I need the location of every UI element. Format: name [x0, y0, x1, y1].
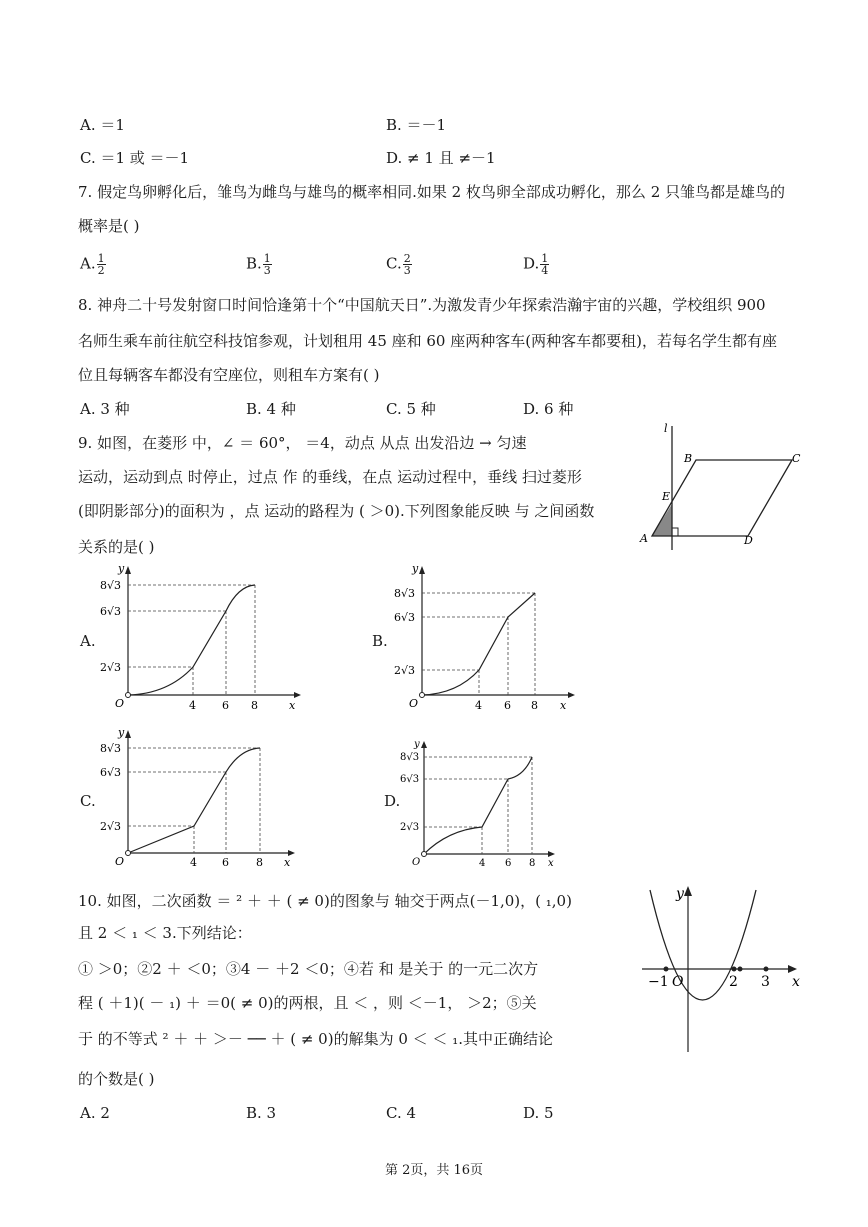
q7-option-c-fraction [403, 253, 412, 276]
tick-2sqrt3: 2√3 [100, 820, 122, 833]
q7-stem-line2: 概率是( ) [78, 217, 140, 235]
q9-stem-line4: 关系的是( ) [78, 538, 155, 556]
tick-2sqrt3: 2√3 [400, 822, 420, 833]
guide-lines [128, 585, 255, 695]
fraction-denominator: 4 [541, 264, 549, 277]
q9-graph-option-d-label: D. [384, 792, 401, 810]
point-neg1 [664, 967, 669, 972]
q10-option-d: D. 5 [523, 1104, 554, 1122]
label-a: A [640, 532, 648, 545]
y-axis-arrow-icon [421, 741, 427, 748]
q7-option-b-fraction [263, 253, 272, 276]
fraction-denominator: 3 [403, 264, 411, 277]
x-axis-arrow-icon [568, 692, 575, 698]
q9-graph-option-a-label: A. [80, 632, 96, 650]
tick-8sqrt3: 8√3 [100, 742, 122, 755]
q6-option-d: D. ≠ 1 且 ≠－1 [386, 149, 496, 167]
rhombus-abcd [652, 460, 792, 536]
fraction-numerator: 1 [263, 252, 271, 265]
tick-4: 4 [475, 699, 482, 710]
q6-option-c: C. ＝1 或 ＝－1 [80, 149, 190, 167]
q6-option-b: B. ＝－1 [386, 116, 447, 134]
y-axis-arrow-icon [419, 566, 425, 574]
origin-label: O [115, 855, 125, 868]
q7-stem-line1: 7. 假定鸟卵孵化后，雏鸟为雌鸟与雄鸟的概率相同.如果 2 枚鸟卵全部成功孵化，那么 2 只雏鸟都是雄鸟的 [78, 183, 786, 201]
x-label: x [548, 858, 554, 868]
tick-6: 6 [504, 699, 511, 710]
tick-8: 8 [251, 699, 258, 710]
q10-option-c: C. 4 [386, 1104, 417, 1122]
label-d: D [744, 534, 753, 547]
label-e: E [662, 490, 671, 503]
graph-a [98, 562, 308, 710]
tick-4: 4 [189, 699, 196, 710]
origin-point [420, 693, 425, 698]
tick-6sqrt3: 6√3 [100, 766, 122, 779]
label-l: l [664, 422, 668, 435]
q7-option-c-label: C. [386, 254, 402, 273]
q8-option-b: B. 4 种 [246, 400, 296, 418]
x-label: x [284, 856, 291, 868]
origin-point [126, 851, 131, 856]
graph-b [392, 562, 582, 710]
y-label: y [118, 726, 125, 739]
origin-label: O [409, 697, 419, 710]
curve [424, 757, 532, 854]
point-x1 [738, 967, 743, 972]
tick-8sqrt3: 8√3 [100, 579, 122, 592]
origin-label: O [672, 974, 684, 990]
tick-6sqrt3: 6√3 [100, 605, 122, 618]
q7-option-a-label: A. [80, 254, 96, 273]
rhombus-figure [636, 420, 816, 555]
q7-option-c [386, 253, 412, 276]
tick-6: 6 [222, 699, 229, 710]
tick-3: 3 [761, 974, 770, 990]
guide-lines [424, 757, 532, 854]
tick-neg1: −1 [648, 974, 669, 990]
graph-c [98, 726, 308, 868]
q9-stem-line2: 运动，运动到点 时停止，过点 作 的垂线，在点 运动过程中，垂线 扫过菱形 [78, 468, 582, 486]
q9-graph-option-c-label: C. [80, 792, 96, 810]
tick-8: 8 [531, 699, 538, 710]
q9-graph-option-b-label: B. [372, 632, 388, 650]
q8-option-a: A. 3 种 [80, 400, 130, 418]
q10-stem-line6: 的个数是( ) [78, 1070, 155, 1088]
point-3 [764, 967, 769, 972]
q10-option-a: A. 2 [80, 1104, 110, 1122]
tick-8sqrt3: 8√3 [394, 587, 416, 600]
origin-label: O [115, 697, 125, 710]
y-axis-arrow-icon [125, 730, 131, 738]
x-label: x [560, 699, 567, 710]
q8-option-c: C. 5 种 [386, 400, 436, 418]
q8-stem-line3: 位且每辆客车都没有空座位，则租车方案有( ) [78, 366, 380, 384]
q10-stem-line4: 程 ( ＋1)( － ₁) ＋ ＝0( ≠ 0)的两根，且 ＜ ，则 ＜－1， ＞2；⑤关 [78, 994, 537, 1012]
point-2 [732, 967, 737, 972]
fraction-numerator: 1 [97, 252, 105, 265]
q7-option-d [523, 253, 549, 276]
q8-stem-line1: 8. 神舟二十号发射窗口时间恰逢第十个“中国航天日”.为激发青少年探索浩瀚宇宙的兴趣，学校组织 900 [78, 296, 766, 314]
tick-6: 6 [222, 856, 229, 868]
x-axis-label: x [792, 974, 800, 990]
origin-label: O [412, 857, 421, 868]
q10-option-b: B. 3 [246, 1104, 277, 1122]
q10-stem-line3: ① ＞0；②2 ＋ ＜0；③4 － ＋2 ＜0；④若 和 是关于 的一元二次方 [78, 960, 539, 978]
parabola-figure [640, 880, 810, 1055]
q7-option-d-label: D. [523, 254, 540, 273]
q9-stem-line1: 9. 如图，在菱形 中，∠ ＝ 60°， ＝4，动点 从点 出发沿边 → 匀速 [78, 434, 527, 452]
q8-stem-line2: 名师生乘车前往航空科技馆参观，计划租用 45 座和 60 座两种客车(两种客车都要租)，若每名学生都有座 [78, 332, 777, 350]
curve [422, 593, 535, 695]
q7-option-a-fraction [97, 253, 106, 276]
tick-8sqrt3: 8√3 [400, 752, 420, 763]
tick-6sqrt3: 6√3 [394, 611, 416, 624]
q10-stem-line2: 且 2 ＜ ₁ ＜ 3.下列结论： [78, 924, 252, 942]
x-axis-arrow-icon [548, 851, 555, 857]
tick-8: 8 [256, 856, 263, 868]
fraction-numerator: 2 [403, 252, 411, 265]
q8-option-d: D. 6 种 [523, 400, 574, 418]
tick-2: 2 [729, 974, 738, 990]
y-label: y [118, 562, 125, 575]
tick-2sqrt3: 2√3 [100, 661, 122, 674]
tick-4: 4 [190, 856, 197, 868]
y-label: y [412, 562, 419, 575]
label-c: C [792, 452, 801, 465]
x-axis-arrow-icon [788, 965, 797, 973]
origin-point [126, 693, 131, 698]
q10-stem-line1: 10. 如图，二次函数 ＝ ² ＋ ＋ ( ≠ 0)的图象与 轴交于两点(－1,0)，( ₁,0) [78, 892, 572, 910]
x-label: x [289, 699, 296, 710]
q7-option-b [246, 253, 272, 276]
tick-8: 8 [529, 858, 536, 868]
y-axis-arrow-icon [125, 566, 131, 574]
fraction-denominator: 2 [97, 264, 105, 277]
q7-option-d-fraction [540, 253, 549, 276]
tick-2sqrt3: 2√3 [394, 664, 416, 677]
fraction-numerator: 1 [541, 252, 549, 265]
y-axis-arrow-icon [684, 886, 692, 896]
fraction-denominator: 3 [263, 264, 271, 277]
tick-4: 4 [479, 858, 486, 868]
guide-lines [128, 748, 260, 853]
q6-option-a: A. ＝1 [80, 116, 125, 134]
y-label: y [414, 739, 420, 750]
right-angle-mark [672, 528, 678, 536]
tick-6sqrt3: 6√3 [400, 774, 420, 785]
q7-option-b-label: B. [246, 254, 262, 273]
q7-option-a [80, 253, 106, 276]
origin-point [422, 852, 427, 857]
q9-stem-line3: (即阴影部分)的面积为 ，点 运动的路程为 ( ＞0).下列图象能反映 与 之间函数 [78, 502, 595, 520]
page-footer: 第 2页，共 16页 [384, 1163, 484, 1178]
curve [128, 585, 255, 695]
x-axis-arrow-icon [294, 692, 301, 698]
q10-stem-line5: 于 的不等式 ² ＋ ＋ ＞－ ── ＋ ( ≠ 0)的解集为 0 ＜ ＜ ₁.其中正确结论 [78, 1030, 553, 1048]
y-axis-label: y [676, 886, 684, 902]
tick-6: 6 [505, 858, 512, 868]
label-b: B [684, 452, 693, 465]
graph-d [398, 738, 578, 868]
